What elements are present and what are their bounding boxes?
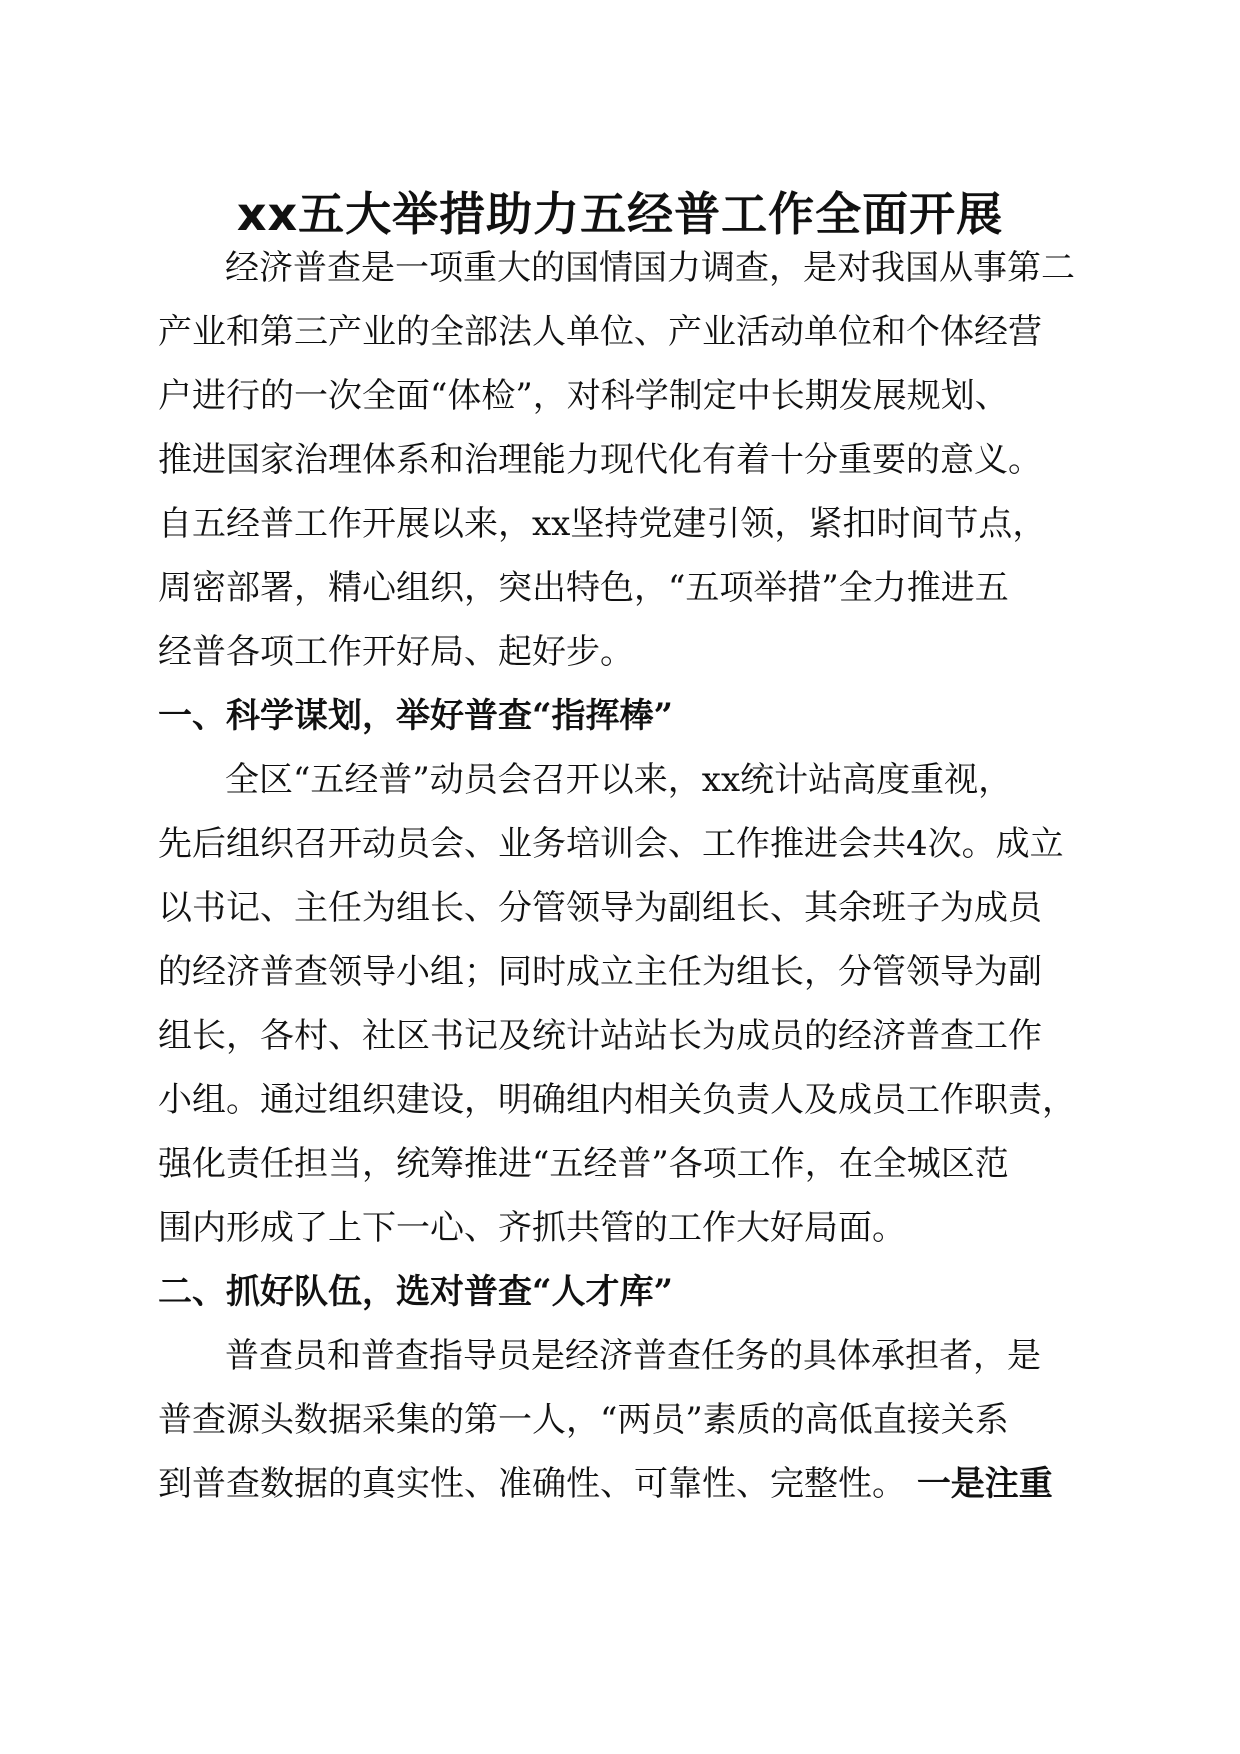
paragraph-line: 先后组织召开动员会、业务培训会、工作推进会共4次。成立 [158,824,1064,864]
lead-phrase: 一是注重 [916,1464,1053,1504]
paragraph-line: 小组。通过组织建设，明确组内相关负责人及成员工作职责， [158,1080,1076,1120]
paragraph-line: 的经济普查领导小组；同时成立主任为组长，分管领导为副 [158,952,1042,992]
paragraph-line: 普查员和普查指导员是经济普查任务的具体承担者，是 [225,1336,1041,1376]
paragraph-line: 经普各项工作开好局、起好步。 [158,632,634,672]
paragraph-text: 到普查数据的真实性、准确性、可靠性、完整性。 [158,1464,906,1504]
paragraph-line: 自五经普工作开展以来，xx坚持党建引领，紧扣时间节点， [158,504,1047,544]
paragraph-line: 组长，各村、社区书记及统计站站长为成员的经济普查工作 [158,1016,1042,1056]
paragraph-line [158,1453,1053,1515]
paragraph-line: 以书记、主任为组长、分管领导为副组长、其余班子为成员 [158,888,1042,928]
paragraph-line: 经济普查是一项重大的国情国力调查，是对我国从事第二 [225,248,1075,288]
paragraph-line: 围内形成了上下一心、齐抓共管的工作大好局面。 [158,1208,906,1248]
paragraph-line: 推进国家治理体系和治理能力现代化有着十分重要的意义。 [158,440,1042,480]
paragraph-line: 产业和第三产业的全部法人单位、产业活动单位和个体经营 [158,312,1042,352]
paragraph-line: 周密部署，精心组织，突出特色，“五项举措”全力推进五 [158,568,1009,608]
paragraph-line: 普查源头数据采集的第一人，“两员”素质的高低直接关系 [158,1400,1009,1440]
section-heading-2: 二、抓好队伍，选对普查“人才库” [158,1272,674,1312]
paragraph-line: 强化责任担当，统筹推进“五经普”各项工作，在全城区范 [158,1144,1009,1184]
section-heading-1: 一、科学谋划，举好普查“指挥棒” [158,696,674,736]
document-title: xx五大举措助力五经普工作全面开展 [236,187,1004,241]
paragraph-line: 户进行的一次全面“体检”，对科学制定中长期发展规划、 [158,376,1009,416]
paragraph-line: 全区“五经普”动员会召开以来，xx统计站高度重视， [225,760,1013,800]
